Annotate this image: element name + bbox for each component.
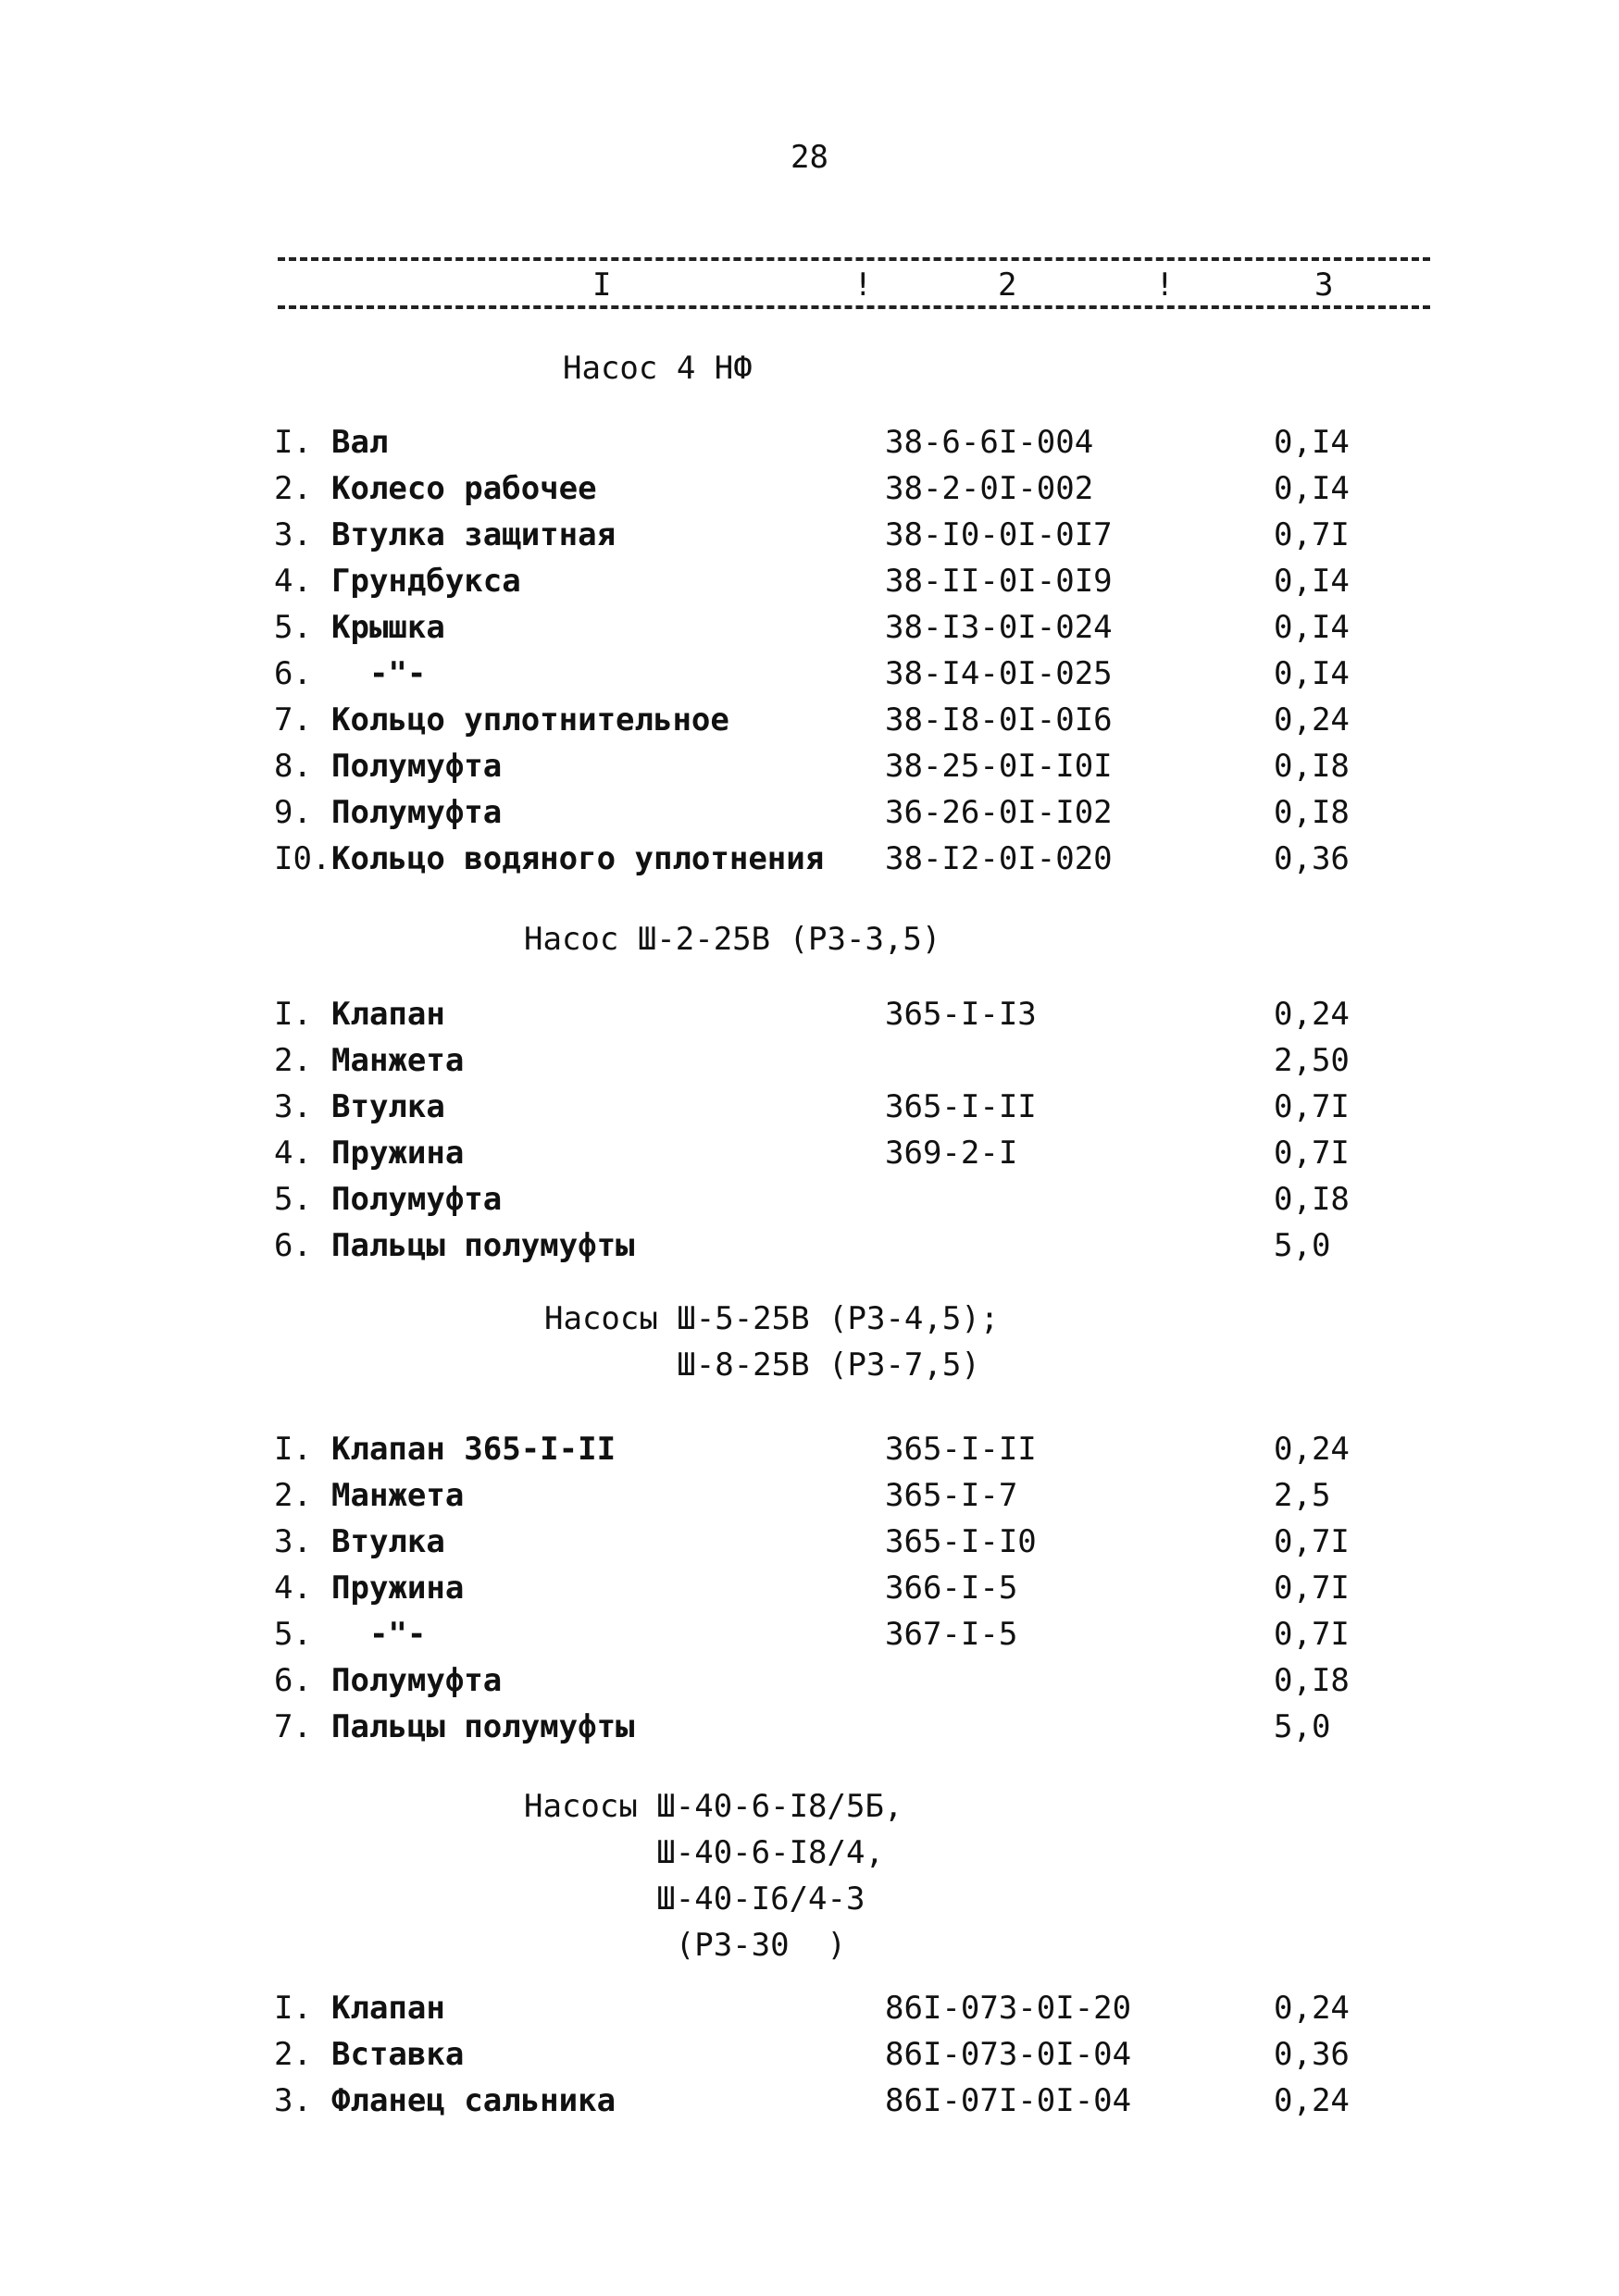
item-value: 0,24 <box>1274 701 1350 738</box>
item-number: 2. <box>274 2036 312 2073</box>
item-name: Пружина <box>331 1135 465 1172</box>
item-value: 0,I4 <box>1274 609 1350 646</box>
list-item <box>274 794 1422 840</box>
item-name: Фланец сальника <box>331 2082 616 2119</box>
list-item <box>274 996 1422 1042</box>
list-item <box>274 1477 1422 1523</box>
list-item <box>274 1181 1422 1227</box>
list-item <box>274 2036 1422 2082</box>
list-item <box>274 1990 1422 2036</box>
item-name: Втулка <box>331 1523 445 1560</box>
list-item <box>274 1135 1422 1181</box>
list-item <box>274 1431 1422 1477</box>
item-number: 4. <box>274 563 312 600</box>
item-number: 3. <box>274 2082 312 2119</box>
list-item <box>274 424 1422 470</box>
item-code: 38-2-0I-002 <box>885 470 1094 507</box>
list-item <box>274 563 1422 609</box>
item-number: 4. <box>274 1135 312 1172</box>
list-item <box>274 1227 1422 1273</box>
item-code: 366-I-5 <box>885 1570 1018 1607</box>
item-number: I. <box>274 1431 312 1468</box>
item-value: 2,5 <box>1274 1477 1331 1514</box>
item-value: 0,I8 <box>1274 1181 1350 1218</box>
column-header-1: I <box>592 267 612 304</box>
item-code: 38-I0-0I-0I7 <box>885 516 1113 553</box>
item-number: 9. <box>274 794 312 831</box>
item-value: 0,I4 <box>1274 424 1350 461</box>
item-number: 3. <box>274 516 312 553</box>
list-item <box>274 2082 1422 2128</box>
item-number: 2. <box>274 1477 312 1514</box>
item-number: I0. <box>274 840 331 877</box>
column-separator-1: ! <box>853 267 873 304</box>
item-value: 0,7I <box>1274 1135 1350 1172</box>
item-value: 0,I4 <box>1274 655 1350 692</box>
item-name: Клапан <box>331 996 445 1033</box>
section-title: Насос Ш-2-25В (РЗ-3,5) <box>524 921 941 958</box>
column-header-3: 3 <box>1314 267 1334 304</box>
item-name: Вставка <box>331 2036 465 2073</box>
item-number: 2. <box>274 1042 312 1079</box>
item-code: 38-I4-0I-025 <box>885 655 1113 692</box>
list-item <box>274 701 1422 748</box>
item-code: 38-6-6I-004 <box>885 424 1094 461</box>
list-item <box>274 655 1422 701</box>
item-value: 5,0 <box>1274 1227 1331 1264</box>
item-number: 6. <box>274 1227 312 1264</box>
item-value: 5,0 <box>1274 1708 1331 1745</box>
item-number: 2. <box>274 470 312 507</box>
item-code: 365-I-I0 <box>885 1523 1037 1560</box>
list-item <box>274 1570 1422 1616</box>
item-value: 0,36 <box>1274 2036 1350 2073</box>
list-item <box>274 748 1422 794</box>
item-value: 0,7I <box>1274 516 1350 553</box>
item-code: 38-I3-0I-024 <box>885 609 1113 646</box>
item-name: Полумуфта <box>331 794 503 831</box>
item-name: Вал <box>331 424 389 461</box>
list-item <box>274 1523 1422 1570</box>
section-title: Насосы Ш-40-6-I8/5Б, <box>524 1788 903 1825</box>
item-code: 38-25-0I-I0I <box>885 748 1113 785</box>
item-number: 8. <box>274 748 312 785</box>
list-item <box>274 840 1422 887</box>
item-number: I. <box>274 424 312 461</box>
header-top-dash <box>278 257 1430 261</box>
list-item <box>274 1708 1422 1755</box>
item-code: 369-2-I <box>885 1135 1018 1172</box>
item-name: Крышка <box>331 609 445 646</box>
item-code: 86I-07I-0I-04 <box>885 2082 1132 2119</box>
item-code: 36-26-0I-I02 <box>885 794 1113 831</box>
item-name: Полумуфта <box>331 748 503 785</box>
item-name: Манжета <box>331 1042 465 1079</box>
item-number: 5. <box>274 1616 312 1653</box>
item-value: 2,50 <box>1274 1042 1350 1079</box>
item-code: 365-I-II <box>885 1431 1037 1468</box>
item-name: Грундбукса <box>331 563 521 600</box>
section-title: Насосы Ш-5-25В (РЗ-4,5); <box>544 1300 1000 1337</box>
item-number: 5. <box>274 609 312 646</box>
item-number: 5. <box>274 1181 312 1218</box>
list-item <box>274 1088 1422 1135</box>
list-item <box>274 516 1422 563</box>
item-value: 0,I4 <box>1274 470 1350 507</box>
item-number: I. <box>274 996 312 1033</box>
page-number: 28 <box>791 139 828 176</box>
column-separator-2: ! <box>1155 267 1175 304</box>
item-number: 3. <box>274 1523 312 1560</box>
item-number: 6. <box>274 655 312 692</box>
item-code: 86I-073-0I-20 <box>885 1990 1132 2027</box>
item-value: 0,I8 <box>1274 1662 1350 1699</box>
section-title-line: Ш-40-6-I8/4, <box>524 1834 884 1871</box>
item-name: -"- <box>331 655 427 692</box>
list-item <box>274 470 1422 516</box>
item-name: Полумуфта <box>331 1662 503 1699</box>
item-value: 0,24 <box>1274 996 1350 1033</box>
item-name: Клапан <box>331 1990 445 2027</box>
item-name: Клапан 365-I-II <box>331 1431 616 1468</box>
item-code: 365-I-I3 <box>885 996 1037 1033</box>
item-code: 38-II-0I-0I9 <box>885 563 1113 600</box>
item-value: 0,I4 <box>1274 563 1350 600</box>
item-number: 4. <box>274 1570 312 1607</box>
item-value: 0,24 <box>1274 2082 1350 2119</box>
section-title-line: Ш-40-I6/4-3 <box>524 1880 866 1917</box>
item-name: Полумуфта <box>331 1181 503 1218</box>
item-name: Втулка защитная <box>331 516 616 553</box>
item-value: 0,7I <box>1274 1616 1350 1653</box>
item-name: Кольцо уплотнительное <box>331 701 729 738</box>
item-name: Кольцо водяного уплотнения <box>331 840 825 877</box>
item-value: 0,7I <box>1274 1570 1350 1607</box>
header-bottom-dash <box>278 305 1430 309</box>
item-value: 0,36 <box>1274 840 1350 877</box>
section-title: Насос 4 НФ <box>563 350 753 387</box>
list-item <box>274 1042 1422 1088</box>
item-code: 38-I2-0I-020 <box>885 840 1113 877</box>
item-name: Колесо рабочее <box>331 470 597 507</box>
item-value: 0,I8 <box>1274 794 1350 831</box>
item-code: 38-I8-0I-0I6 <box>885 701 1113 738</box>
item-number: 7. <box>274 701 312 738</box>
item-value: 0,7I <box>1274 1523 1350 1560</box>
item-number: 3. <box>274 1088 312 1125</box>
item-code: 367-I-5 <box>885 1616 1018 1653</box>
item-value: 0,7I <box>1274 1088 1350 1125</box>
item-name: Манжета <box>331 1477 465 1514</box>
list-item <box>274 609 1422 655</box>
section-title-line: Ш-8-25В (РЗ-7,5) <box>544 1347 980 1384</box>
list-item <box>274 1616 1422 1662</box>
item-number: 6. <box>274 1662 312 1699</box>
item-code: 86I-073-0I-04 <box>885 2036 1132 2073</box>
item-value: 0,24 <box>1274 1990 1350 2027</box>
item-name: Втулка <box>331 1088 445 1125</box>
item-value: 0,I8 <box>1274 748 1350 785</box>
item-name: -"- <box>331 1616 427 1653</box>
item-name: Пальцы полумуфты <box>331 1227 635 1264</box>
item-name: Пружина <box>331 1570 465 1607</box>
column-header-2: 2 <box>998 267 1017 304</box>
item-number: I. <box>274 1990 312 2027</box>
item-name: Пальцы полумуфты <box>331 1708 635 1745</box>
item-value: 0,24 <box>1274 1431 1350 1468</box>
item-code: 365-I-7 <box>885 1477 1018 1514</box>
item-code: 365-I-II <box>885 1088 1037 1125</box>
item-number: 7. <box>274 1708 312 1745</box>
section-title-line: (РЗ-30 ) <box>524 1927 846 1964</box>
list-item <box>274 1662 1422 1708</box>
